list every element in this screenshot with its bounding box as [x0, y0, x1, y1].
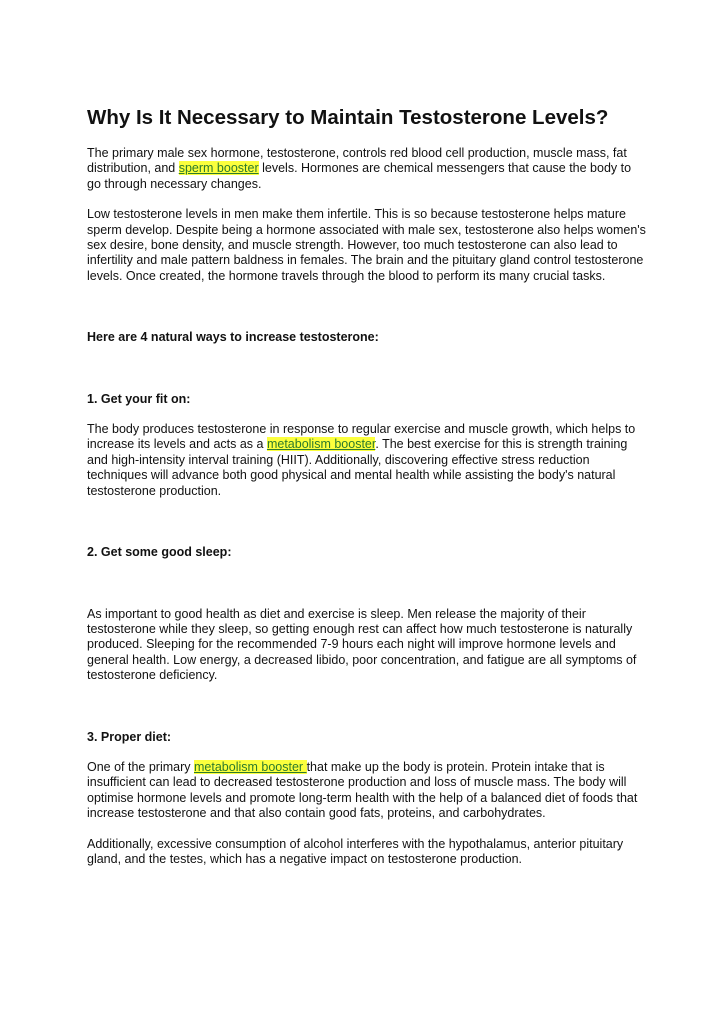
metabolism-booster-link-1[interactable]: metabolism booster: [266, 437, 376, 452]
intro-text-after: levels. Hormones are chemical messengers that cause the body to go through necessary changes.: [87, 161, 632, 191]
list-intro-heading: Here are 4 natural ways to increase testosterone:: [87, 330, 379, 345]
section-2-heading: 2. Get some good sleep:: [87, 545, 232, 560]
section-3-text-after: that make up the body is protein. Protein intake that is insufficient can lead to decreased testosterone production and loss of muscle mass. The body will optimise hormone levels and promote long-term health with the help of a balanced diet of foods that increase testosterone and that also contain good fats, proteins, and carbohydrates.: [87, 759, 638, 821]
section-1-heading: 1. Get your fit on:: [87, 391, 191, 406]
low-testosterone-paragraph: Low testosterone levels in men make them infertile. This is so because testosterone helps mature sperm develop. Despite being a hormone associated with male sex, testosterone also helps women's sex desire, bone density, and muscle strength. However, too much testosterone can also lead to infertility and male pattern baldness in females. The brain and the pituitary gland control testosterone levels. Once created, the hormone travels through the blood to perform its many crucial tasks.: [87, 207, 646, 283]
section-1-paragraph: [87, 422, 647, 499]
section-3-text-before: One of the primary: [87, 759, 194, 774]
sperm-booster-link[interactable]: sperm booster: [178, 161, 259, 176]
page-title: Why Is It Necessary to Maintain Testosterone Levels?: [87, 106, 609, 129]
intro-paragraph: [87, 146, 647, 192]
metabolism-booster-link-2[interactable]: metabolism booster: [194, 759, 307, 774]
section-3-alcohol-paragraph: Additionally, excessive consumption of alcohol interferes with the hypothalamus, anterior pituitary gland, and the testes, which has a negative impact on testosterone production.: [87, 836, 624, 866]
section-2-paragraph: As important to good health as diet and exercise is sleep. Men release the majority of their testosterone while they sleep, so getting enough rest can affect how much testosterone is naturally produced. Sleeping for the recommended 7-9 hours each night will improve hormone levels and general health. Low energy, a decreased libido, poor concentration, and fatigue are all symptoms of testosterone deficiency.: [87, 606, 637, 683]
section-3-heading: 3. Proper diet:: [87, 729, 172, 744]
intro-text-before: The primary male sex hormone, testosterone, controls red blood cell production, muscle mass, fat distribution, and: [87, 146, 627, 176]
section-1-text-before: The body produces testosterone in response to regular exercise and muscle growth, which helps to increase its levels and acts as a: [87, 422, 636, 452]
article-body: [87, 105, 647, 867]
section-1-text-after: . The best exercise for this is strength training and high-intensity interval training (HIIT). Additionally, discovering effective stress reduction techniques will advance both good physical and mental health while assisting the body's natural testosterone production.: [87, 437, 628, 498]
section-3-paragraph: [87, 760, 647, 822]
